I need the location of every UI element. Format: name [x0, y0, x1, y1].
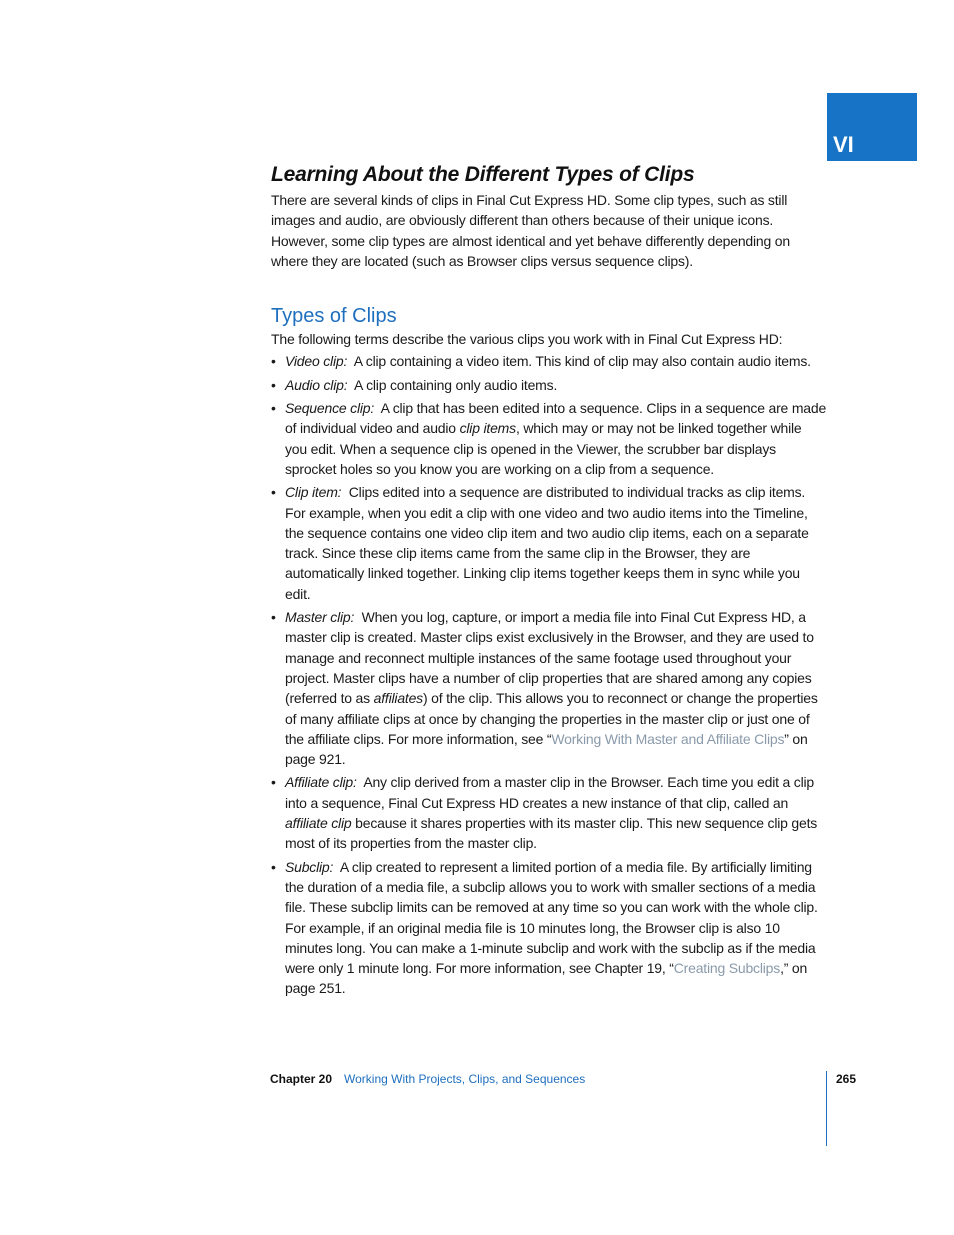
list-item-video-clip	[271, 351, 827, 371]
definition-cont: ) of the clip. This allows you to reconnect or change the properties of many affiliate clips at once by changing the properties in the master clip or just one of the affiliate clips. For more information, see “	[285, 690, 818, 747]
definition: Clips edited into a sequence are distributed to individual tracks as clip items. For example, when you edit a clip with one video and two audio items into the Timeline, the sequence contains one video clip item and two audio clip items, each on a separate track. Since these clip items came from the same clip in the Browser, they are automatically linked together. Linking clip items together keeps them in sync while you edit.	[285, 484, 809, 602]
emphasis: affiliate clip	[285, 815, 352, 832]
page-content	[271, 160, 827, 1002]
subsection-title: Types of Clips	[271, 305, 397, 328]
definition: A clip containing a video item. This kind of clip may also contain audio items.	[353, 353, 811, 370]
footer-chapter: Chapter 20	[270, 1072, 333, 1086]
part-tab-label: VI	[833, 132, 854, 157]
section-title: Learning About the Different Types of Clips	[271, 163, 695, 186]
term: Sequence clip:	[285, 400, 375, 417]
emphasis: affiliates	[373, 690, 423, 707]
bullet-icon: •	[271, 484, 276, 501]
definition-end: ” on page 921.	[285, 730, 808, 768]
definition-cont: , which may or may not be linked together while you edit. When a sequence clip is opened in the Viewer, the scrubber bar displays sprocket holes so you know you are working on a clip from a sequence.	[285, 420, 802, 477]
definition-cont: because it shares properties with its master clip. This new sequence clip gets most of its properties from the master clip.	[285, 815, 818, 852]
part-tab	[827, 93, 917, 161]
page-number: 265	[836, 1072, 857, 1086]
bullet-icon: •	[271, 353, 276, 370]
list-item-audio-clip	[271, 375, 827, 395]
list-item-sequence-clip	[271, 398, 827, 479]
link-creating-subclips[interactable]: Creating Subclips	[673, 960, 781, 977]
term: Affiliate clip:	[285, 774, 357, 791]
definition: A clip created to represent a limited portion of a media file. By artificially limiting the duration of a media file, a subclip allows you to work with smaller sections of a media file. These subclip limits can be removed at any time so you can work with the whole clip. For example, if an original media file is 10 minutes long, the Browser clip is also 10 minutes long. You can make a 1-minute subclip and work with the subclip as if the media were only 1 minute long. For more information, see Chapter 19, “	[285, 858, 818, 977]
term: Clip item:	[285, 484, 342, 501]
clip-type-list	[271, 351, 827, 998]
section-intro: There are several kinds of clips in Final Cut Express HD. Some clip types, such as still images and audio, are obviously different than others because of their unique icons. However, some clip types are almost identical and yet behave differently depending on where they are located (such as Browser clips versus sequence clips).	[271, 192, 790, 269]
footer-chapter-title[interactable]: Working With Projects, Clips, and Sequences	[344, 1072, 586, 1086]
bullet-icon: •	[271, 858, 276, 875]
term: Subclip:	[285, 858, 334, 875]
term: Master clip:	[285, 609, 355, 626]
bullet-icon: •	[271, 774, 276, 791]
list-item-clip-item	[271, 482, 827, 604]
emphasis: clip items	[459, 420, 516, 437]
definition: When you log, capture, or import a media file into Final Cut Express HD, a master clip is created. Master clips exist exclusively in the Browser, and they are used to manage and reconnect multiple instances of the same footage used throughout your project. Master clips have a number of clip properties that are shared among any copies (referred to as	[285, 609, 814, 707]
list-item-master-clip	[271, 607, 827, 769]
term: Audio clip:	[285, 376, 348, 393]
list-item-subclip	[271, 857, 827, 999]
definition: Any clip derived from a master clip in the Browser. Each time you edit a clip into a sequence, Final Cut Express HD creates a new instance of that clip, called an	[285, 774, 815, 811]
term: Video clip:	[285, 353, 348, 370]
list-item-affiliate-clip	[271, 772, 827, 853]
bullet-icon: •	[271, 376, 276, 393]
definition: A clip containing only audio items.	[354, 376, 558, 393]
bullet-icon: •	[271, 609, 276, 626]
definition-cont: ,” on page 251.	[285, 960, 808, 997]
definition: A clip that has been edited into a sequence. Clips in a sequence are made of individual video and audio	[285, 400, 827, 437]
footer-divider	[826, 1071, 827, 1146]
link-master-affiliate-clips[interactable]: Working With Master and Affiliate Clips	[551, 730, 785, 747]
subsection-lead: The following terms describe the various clips you work with in Final Cut Express HD:	[271, 331, 783, 348]
bullet-icon: •	[271, 400, 276, 417]
